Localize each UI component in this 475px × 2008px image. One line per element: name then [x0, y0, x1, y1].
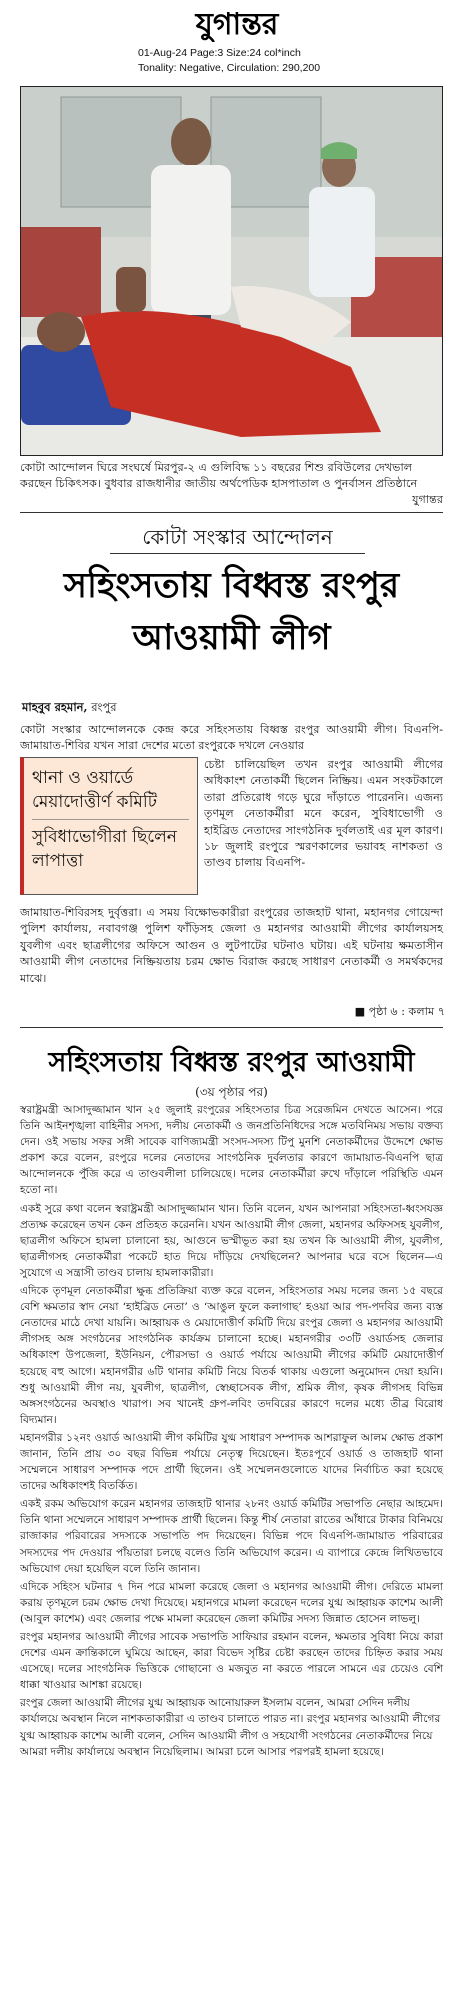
byline	[22, 700, 322, 714]
continued-on-page: ■ পৃষ্ঠা ৬ : কলাম ৭	[354, 1005, 445, 1018]
article-body: জামায়াত-শিবিরসহ দুর্বৃত্তরা। এ সময় বিক্ষোভকারীরা রংপুরের তাজহাট থানা, মহানগর গোয়েন্দা পুলিশ কার্যালয়, নবাবগঞ্জ পুলিশ ফাঁড়িসহ জেলা ও মহানগর আওয়ামী লীগের কার্যালয়সহ যুবলীগ এবং ছাত্রলীগের অফিসে আগুন ও লুটপাটের ঘটনাও ঘটায়। এই ঘটনায় ক্ষমতাসীন আওয়ামী লীগ নেতাদের নিষ্ক্রিয়তায় চরম ক্ষোভ বিরাজ করছে সাধারণ নেতাকর্মী ও সমর্থকদের মাঝে।	[20, 906, 443, 985]
highlight-line2: সুবিধাভোগীরা ছিলেন লাপাত্তা	[32, 827, 177, 871]
clipping-meta-line1: 01-Aug-24 Page:3 Size:24 col*inch	[138, 47, 301, 59]
paragraph: একই সুরে কথা বলেন স্বরাষ্ট্রমন্ত্রী আসাদুজ্জামান খান। তিনি বলেন, যখন আপনারা সহিংসতা-ধ্বংসযজ্ঞ প্রত্যক্ষ করেছেন তখন কেন প্রতিহত করেননি। যখন আওয়ামী লীগ জেলা, মহানগর অফিসসহ যুবলীগ, ছাত্রলীগ অফিসে হামলা চালানো হয়, আগুনে ভস্মীভূত করা হয় তখন কি আওয়ামী লীগ, যুবলীগ, ছাত্রলীগসহ নেতাকর্মীরা পকেটে হাত দিয়ে দাঁড়িয়ে দেখছিলেন? আপনার ঘরে বসে ছিলেন—এ সুযোগে এ সন্ত্রাসী তাণ্ডব চালায় হামলাকারীরা।	[20, 1202, 443, 1279]
divider	[20, 512, 443, 513]
logo-text: যুগান্তর	[195, 7, 279, 42]
byline-name: মাহবুব রহমান,	[22, 700, 88, 714]
headline-line1: সহিংসতায় বিধ্বস্ত রংপুর	[63, 565, 400, 606]
photo-credit: যুগান্তর	[412, 493, 443, 506]
photo-caption	[20, 460, 443, 508]
paragraph: এদিকে সহিংস ঘটনার ৭ দিন পরে মামলা করেছে জেলা ও মহানগর আওয়ামী লীগ। দেরিতে মামলা করায় তৃণমূলে চরম ক্ষোভ দেখা দিয়েছে। মহানগরে মামলা করেছেন দলের যুগ্ম আহ্বায়ক কাশেম আলী (আবুল কাশেম) এবং জেলার পক্ষে মামলা করেছেন জেলা কমিটির সদস্য জিন্নাত হোসেন লাভলু।	[20, 1580, 443, 1625]
headline-line2: আওয়ামী লীগ	[132, 617, 331, 658]
paragraph: মহানগরীর ১২নং ওয়ার্ড আওয়ামী লীগ কমিটির যুগ্ম সাধারণ সম্পাদক আশরাফুল আলম ক্ষোভ প্রকাশ জানান, তিনি প্রায় ৩০ বছর বিভিন্ন পর্যায়ে নেতৃত্ব দিয়েছেন। ইতঃপূর্বে ওয়ার্ড ও তাজহাট থানা সম্মেলনে সাধারণ সম্পাদক পদে প্রার্থী ছিলেন। ওই সম্মেলনগুলোতে যাদের নির্বাচিত করা হয়েছে তাদের অধিকাংশই বিতর্কিত।	[20, 1431, 443, 1493]
masthead	[0, 0, 475, 82]
paragraph: স্বরাষ্ট্রমন্ত্রী আসাদুজ্জামান খান ২৫ জুলাই রংপুরের সহিংসতার চিত্র সরেজমিন দেখতে আসেন। পরে তিনি আইনশৃঙ্খলা বাহিনীর সদস্য, দলীয় নেতাকর্মী ও জনপ্রতিনিধিদের সঙ্গে মতবিনিময় সভায় বক্তব্য দেন। ওই সভায় সফর সঙ্গী সাবেক বাণিজ্যমন্ত্রী সংসদ-সদস্য টিপু মুনশি নেতাকর্মীদের উদ্দেশে ক্ষোভ প্রকাশ করে বলেন, রংপুরে দলের নেতাদের সাংগঠনিক দুর্বলতার কারণে জামায়াত-বিএনপি ছাত্র আন্দোলনকে পুঁজি করে এ তাণ্ডবলীলা চালিয়েছে। দলের নেতাকর্মীরা রুখে দাঁড়ালে পরিস্থিতি এমন হতো না।	[20, 1104, 443, 1197]
news-photo	[20, 86, 443, 456]
hospital-scene-illustration	[21, 87, 443, 456]
caption-text: কোটা আন্দোলন ঘিরে সংঘর্ষে মিরপুর-২ এ গুলিবিদ্ধ ১১ বছরের শিশু রবিউলের দেখভাল করছেন চিকিৎসক। বুধবার রাজধানীর জাতীয় অর্থপেডিক হাসপাতাল ও পুনর্বাসন প্রতিষ্ঠানে	[20, 461, 418, 490]
byline-place: রংপুর	[91, 700, 117, 714]
continued-from-note: (৩য় পৃষ্ঠার পর)	[195, 1085, 268, 1099]
section-divider	[20, 1027, 443, 1028]
highlight-line1: থানা ও ওয়ার্ডে মেয়াদোত্তীর্ণ কমিটি	[32, 768, 158, 812]
highlight-divider	[32, 819, 189, 820]
article-body-wrap: চেষ্টা চালিয়েছিল তখন রংপুর আওয়ামী লীগের অধিকাংশ নেতাকর্মী ছিলেন নিষ্ক্রিয়। এমন সংকটকালে তারা প্রতিরোধ গড়ে ঘুরে দাঁড়াতে পারেননি। এজন্য তৃণমূল নেতাকর্মীরা মনে করেন, সুবিধাভোগী ও হাইব্রিড নেতাদের সাংগঠনিক দুর্বলতাই এর মূল কারণ। ১৮ জুলাই রংপুরে স্মরণকালের ভয়াবহ নাশকতা ও তাণ্ডব চালায় বিএনপি-	[204, 758, 443, 870]
highlight-box	[20, 757, 198, 895]
article-headline	[20, 560, 443, 664]
newspaper-logo	[150, 4, 325, 42]
paragraph: একই রকম অভিযোগ করেন মহানগর তাজহাট থানার ২৮নং ওয়ার্ড কমিটির সভাপতি নেছার আহমেদ। তিনি থানা সম্মেলনে সাধারণ সম্পাদক প্রার্থী ছিলেন। কিন্তু শীর্ষ নেতারা রাতের আঁধারে টাকার বিনিময়ে রাজাকার পরিবারের সদস্যকে সভাপতি পদ দিয়েছেন। বিভিন্ন পদে বিএনপি-জামায়াত পরিবারের সদস্যদের পদ দেওয়ার পাঁয়তারা চলছে বলেও তিনি অভিযোগ করেন। এ ব্যাপারে কেন্দ্রে লিখিতভাবে অভিযোগ দেয়া হয়েছিল বলে তিনি জানান।	[20, 1498, 443, 1575]
clipping-meta-line2: Tonality: Negative, Circulation: 290,200	[138, 62, 321, 74]
article-lead: কোটা সংস্কার আন্দোলনকে কেন্দ্র করে সহিংসতায় বিধ্বস্ত রংপুর আওয়ামী লীগ। বিএনপি-জামায়াত-শিবির যখন সারা দেশের মতো রংপুরকে দখলে নেওয়ার	[20, 723, 443, 753]
article-kicker: কোটা সংস্কার আন্দোলন	[110, 522, 365, 554]
paragraph: এদিকে তৃণমূল নেতাকর্মীরা ক্ষুব্ধ প্রতিক্রিয়া ব্যক্ত করে বলেন, সহিংসতার সময় দলের জন্য ১৫ বছরে বেশি ক্ষমতার স্বাদ নেয়া ‘হাইব্রিড নেতা’ ও ‘আঙুল ফুলে কলাগাছ’ হওয়া আর পদ-পদবির জন্য ব্যস্ত নেতাদের মাঠে দেখা যায়নি। আহ্বায়ক ও মেয়াদোত্তীর্ণ কমিটি দিয়ে রংপুর জেলা ও মহানগর আওয়ামী লীগসহ অঙ্গ সংগঠনের সাংগঠনিক কার্যক্রম চালানো হচ্ছে। মহানগরীর ৩৩টি ওয়ার্ডসহ জেলার অধিকাংশ উপজেলা, ইউনিয়ন, পৌরসভা ও ওয়ার্ড পর্যায়ে আওয়ামী লীগের কমিটি মেয়াদোত্তীর্ণ হয়েছে বহু আগে। মহানগরীর ৬টি থানার কমিটি নিয়ে বিতর্ক থাকায় এগুলো অনুমোদন দেয়া হয়নি। শুধু আওয়ামী লীগ নয়, যুবলীগ, ছাত্রলীগ, স্বেচ্ছাসেবক লীগ, শ্রমিক লীগ, কৃষক লীগসহ বিভিন্ন অঙ্গসংগঠনের অবস্থাও খারাপ। সব খানেই গ্রুপ-লবিং তদবিরের কারণে দলের মধ্যে তীব্র বিরোধ বিদ্যমান।	[20, 1285, 443, 1426]
continuation-body	[20, 1102, 443, 1762]
continuation-headline: সহিংসতায় বিধ্বস্ত রংপুর আওয়ামী	[48, 1047, 415, 1078]
paragraph: রংপুর মহানগর আওয়ামী লীগের সাবেক সভাপতি সাফিয়ার রহমান বলেন, ক্ষমতার সুবিধা নিয়ে কারা দেশের এমন ক্রান্তিকালে ঘুমিয়ে আছেন, কারা বিভেদ সৃষ্টির চেষ্টা করছেন তাদের চিহ্নিত করার সময় এসেছে। দলের সাংগঠনিক ভিত্তিকে গোছানো ও মজবুত না করতে পারলে সামনে এর চেয়েও বেশি ধাক্কা খাওয়ার আশঙ্কা রয়েছে।	[20, 1631, 443, 1692]
paragraph: রংপুর জেলা আওয়ামী লীগের যুগ্ম আহ্বায়ক আনোয়ারুল ইসলাম বলেন, আমরা সেদিন দলীয় কার্যালয়ে অবস্থান নিলে নাশকতাকারীরা এ তাণ্ডব চালাতে পারত না। রংপুর মহানগর আওয়ামী লীগের যুগ্ম আহ্বায়ক কাশেম আলী বলেন, সেদিন আওয়ামী লীগ ও সহযোগী সংগঠনের নেতাকর্মীদের নিয়ে আমরা দলীয় কার্যালয়ে অবস্থান নিয়েছিলাম। আমরা চলে আসার পরপরই হামলা হয়েছে।	[20, 1697, 441, 1758]
